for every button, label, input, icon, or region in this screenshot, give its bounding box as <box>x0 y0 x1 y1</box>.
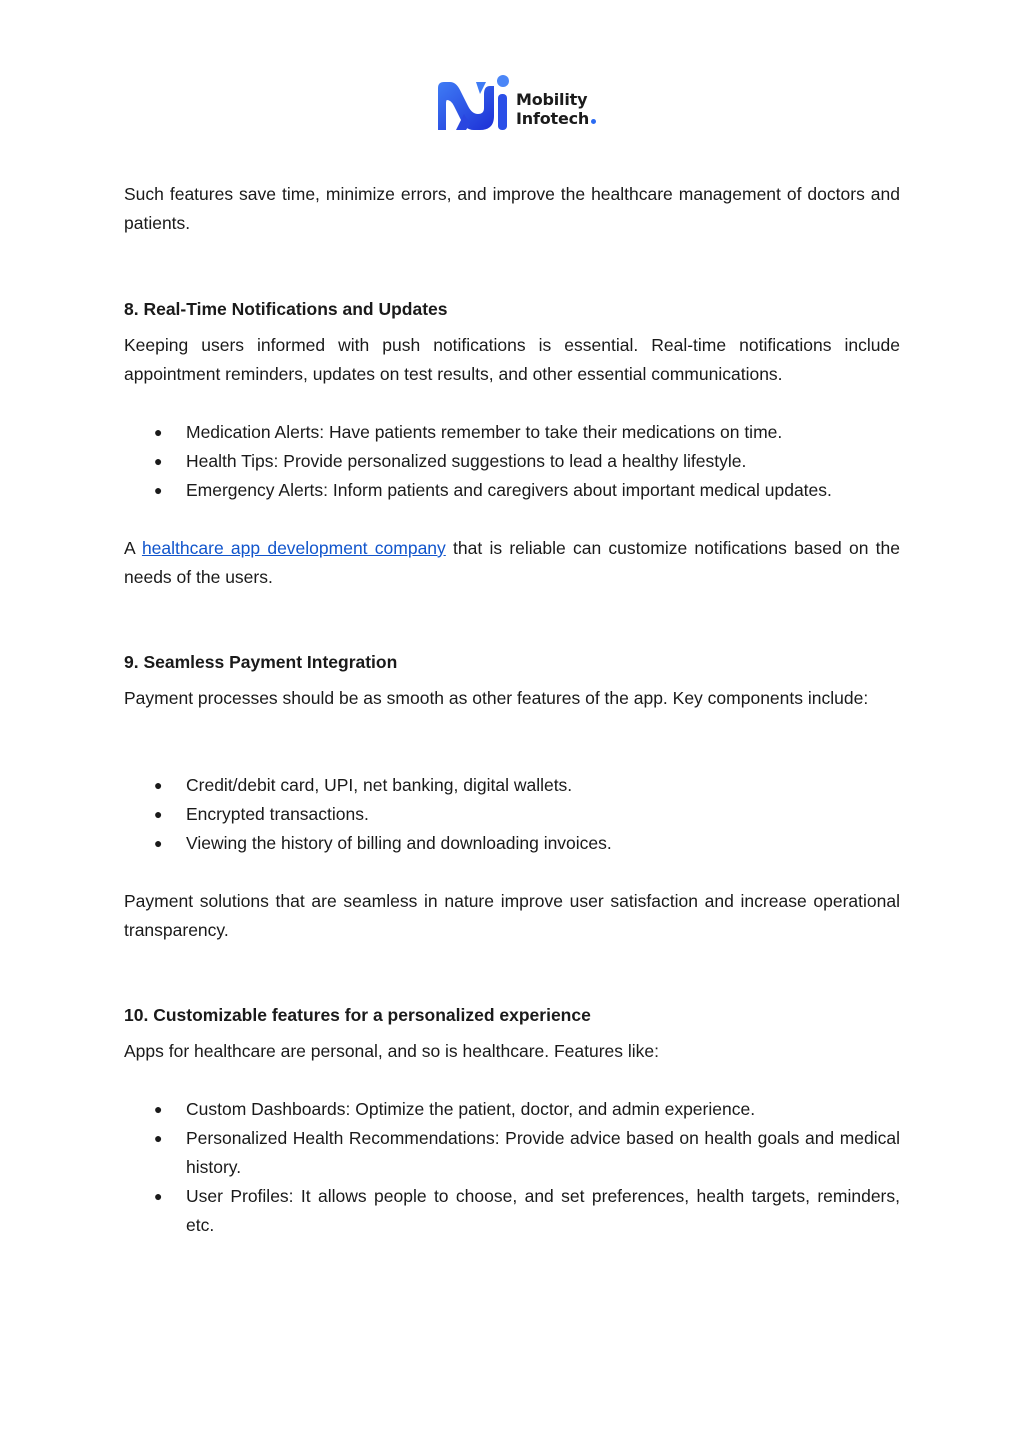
bullet-icon: ● <box>154 1130 163 1146</box>
section-10-heading: 10. Customizable features for a personalized experience <box>124 1005 591 1025</box>
bullet-icon: ● <box>154 1101 163 1117</box>
intro-paragraph: Such features save time, minimize errors, and improve the healthcare management of doctors and patients. <box>124 184 900 233</box>
logo-line-2: Infotech <box>516 109 596 128</box>
section-10-bullet-list <box>124 1095 900 1240</box>
company-logo <box>434 72 604 136</box>
section-9-bullet-list <box>124 771 900 858</box>
bullet-icon: ● <box>154 806 163 822</box>
section-9-heading: 9. Seamless Payment Integration <box>124 652 398 672</box>
section-8-closing: A healthcare app development company that is reliable can customize notifications based on the needs of the users. <box>124 538 901 587</box>
list-item: ● Custom Dashboards: Optimize the patient, doctor, and admin experience. <box>124 1095 900 1124</box>
section-8-bullet-list <box>124 418 900 505</box>
logo-dot-icon <box>591 119 596 124</box>
list-item: ● Emergency Alerts: Inform patients and caregivers about important medical updates. <box>124 476 900 505</box>
section-8-paragraph: Keeping users informed with push notifications is essential. Real-time notifications include appointment reminders, updates on test results, and other essential communications. <box>124 335 900 384</box>
list-item: ● Medication Alerts: Have patients remember to take their medications on time. <box>124 418 900 447</box>
bullet-icon: ● <box>154 835 163 851</box>
bullet-icon: ● <box>154 777 163 793</box>
section-8-heading: 8. Real-Time Notifications and Updates <box>124 299 448 319</box>
bullet-icon: ● <box>154 1188 163 1204</box>
list-item: ● Encrypted transactions. <box>124 800 900 829</box>
section-10-paragraph: Apps for healthcare are personal, and so is healthcare. Features like: <box>124 1041 660 1061</box>
list-item: ● Health Tips: Provide personalized suggestions to lead a healthy lifestyle. <box>124 447 900 476</box>
bullet-icon: ● <box>154 424 163 440</box>
list-item: ● User Profiles: It allows people to choose, and set preferences, health targets, reminders, etc. <box>124 1182 900 1240</box>
healthcare-app-development-link[interactable]: healthcare app development company <box>141 538 446 558</box>
list-item: ● Viewing the history of billing and downloading invoices. <box>124 829 900 858</box>
mobility-infotech-logo-icon <box>434 72 516 136</box>
list-item: ● Credit/debit card, UPI, net banking, digital wallets. <box>124 771 900 800</box>
list-item: ● Personalized Health Recommendations: Provide advice based on health goals and medical history. <box>124 1124 900 1182</box>
bullet-icon: ● <box>154 482 163 498</box>
section-9-paragraph: Payment processes should be as smooth as other features of the app. Key components include: <box>124 688 869 708</box>
logo-line-1: Mobility <box>516 90 588 109</box>
logo-wordmark <box>516 90 596 128</box>
bullet-icon: ● <box>154 453 163 469</box>
section-9-closing: Payment solutions that are seamless in nature improve user satisfaction and increase operational transparency. <box>124 891 900 940</box>
